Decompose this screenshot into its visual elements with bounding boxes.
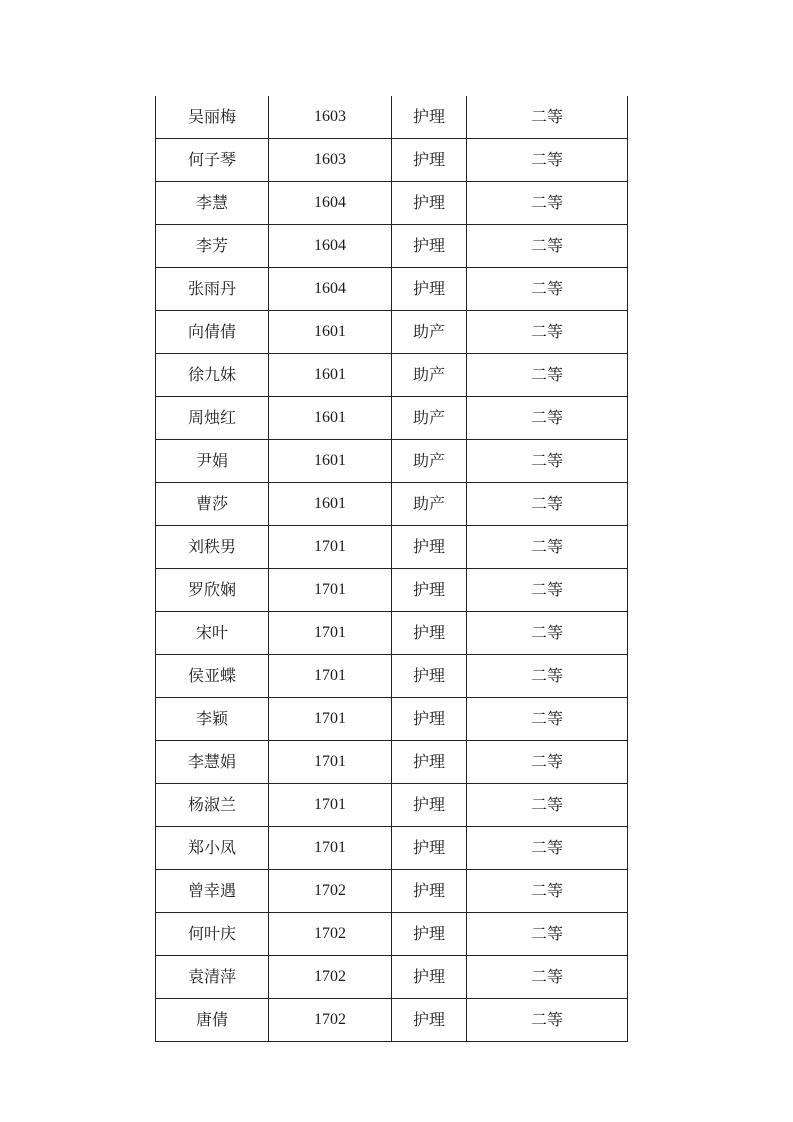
student-name-cell: 何叶庆 (156, 913, 269, 956)
major-cell: 助产 (392, 440, 467, 483)
award-grade-cell: 二等 (467, 784, 628, 827)
class-number-cell: 1604 (269, 268, 392, 311)
class-number-cell: 1601 (269, 397, 392, 440)
class-number-cell: 1701 (269, 526, 392, 569)
class-number-cell: 1702 (269, 870, 392, 913)
student-name-cell: 李慧娟 (156, 741, 269, 784)
award-grade-cell: 二等 (467, 698, 628, 741)
student-name-cell: 曹莎 (156, 483, 269, 526)
major-cell: 护理 (392, 784, 467, 827)
major-cell: 护理 (392, 655, 467, 698)
student-name-cell: 尹娟 (156, 440, 269, 483)
table-row (156, 784, 628, 827)
class-number-cell: 1603 (269, 139, 392, 182)
table-row (156, 999, 628, 1042)
major-cell: 护理 (392, 225, 467, 268)
award-grade-cell: 二等 (467, 569, 628, 612)
major-cell: 助产 (392, 311, 467, 354)
table-row (156, 913, 628, 956)
class-number-cell: 1604 (269, 225, 392, 268)
award-grade-cell: 二等 (467, 956, 628, 999)
class-number-cell: 1601 (269, 440, 392, 483)
class-number-cell: 1701 (269, 784, 392, 827)
table-row (156, 827, 628, 870)
student-name-cell: 袁清萍 (156, 956, 269, 999)
table-row (156, 526, 628, 569)
student-name-cell: 何子琴 (156, 139, 269, 182)
award-grade-cell: 二等 (467, 397, 628, 440)
table-row (156, 96, 628, 139)
table-row (156, 483, 628, 526)
award-roster-table (155, 96, 628, 1042)
award-grade-cell: 二等 (467, 483, 628, 526)
student-name-cell: 吴丽梅 (156, 96, 269, 139)
major-cell: 护理 (392, 870, 467, 913)
major-cell: 护理 (392, 612, 467, 655)
table-row (156, 311, 628, 354)
table-row (156, 956, 628, 999)
award-grade-cell: 二等 (467, 225, 628, 268)
table-row (156, 268, 628, 311)
table-row (156, 655, 628, 698)
major-cell: 护理 (392, 139, 467, 182)
major-cell: 助产 (392, 397, 467, 440)
major-cell: 护理 (392, 182, 467, 225)
major-cell: 护理 (392, 698, 467, 741)
student-name-cell: 徐九妹 (156, 354, 269, 397)
student-name-cell: 李芳 (156, 225, 269, 268)
student-name-cell: 宋叶 (156, 612, 269, 655)
class-number-cell: 1601 (269, 311, 392, 354)
class-number-cell: 1603 (269, 96, 392, 139)
class-number-cell: 1702 (269, 913, 392, 956)
class-number-cell: 1701 (269, 741, 392, 784)
major-cell: 助产 (392, 483, 467, 526)
table-row (156, 569, 628, 612)
award-grade-cell: 二等 (467, 999, 628, 1042)
award-grade-cell: 二等 (467, 96, 628, 139)
table-row (156, 139, 628, 182)
table-row (156, 698, 628, 741)
class-number-cell: 1702 (269, 999, 392, 1042)
major-cell: 护理 (392, 913, 467, 956)
student-name-cell: 曾幸遇 (156, 870, 269, 913)
major-cell: 护理 (392, 827, 467, 870)
class-number-cell: 1702 (269, 956, 392, 999)
award-grade-cell: 二等 (467, 440, 628, 483)
award-grade-cell: 二等 (467, 612, 628, 655)
major-cell: 护理 (392, 268, 467, 311)
table-row (156, 397, 628, 440)
class-number-cell: 1604 (269, 182, 392, 225)
class-number-cell: 1701 (269, 612, 392, 655)
student-name-cell: 唐倩 (156, 999, 269, 1042)
major-cell: 助产 (392, 354, 467, 397)
award-grade-cell: 二等 (467, 354, 628, 397)
class-number-cell: 1601 (269, 483, 392, 526)
award-grade-cell: 二等 (467, 268, 628, 311)
class-number-cell: 1701 (269, 655, 392, 698)
student-name-cell: 罗欣娴 (156, 569, 269, 612)
table-row (156, 870, 628, 913)
class-number-cell: 1601 (269, 354, 392, 397)
table-row (156, 612, 628, 655)
table-row (156, 225, 628, 268)
award-grade-cell: 二等 (467, 870, 628, 913)
major-cell: 护理 (392, 956, 467, 999)
table-row (156, 440, 628, 483)
award-grade-cell: 二等 (467, 311, 628, 354)
award-grade-cell: 二等 (467, 827, 628, 870)
class-number-cell: 1701 (269, 569, 392, 612)
student-name-cell: 向倩倩 (156, 311, 269, 354)
table-row (156, 741, 628, 784)
major-cell: 护理 (392, 526, 467, 569)
student-name-cell: 杨淑兰 (156, 784, 269, 827)
major-cell: 护理 (392, 741, 467, 784)
student-name-cell: 周烛红 (156, 397, 269, 440)
class-number-cell: 1701 (269, 698, 392, 741)
major-cell: 护理 (392, 999, 467, 1042)
major-cell: 护理 (392, 569, 467, 612)
award-grade-cell: 二等 (467, 655, 628, 698)
roster-table-body (156, 96, 628, 1042)
student-name-cell: 张雨丹 (156, 268, 269, 311)
major-cell: 护理 (392, 96, 467, 139)
award-grade-cell: 二等 (467, 741, 628, 784)
award-grade-cell: 二等 (467, 139, 628, 182)
award-grade-cell: 二等 (467, 182, 628, 225)
student-name-cell: 李颖 (156, 698, 269, 741)
table-row (156, 354, 628, 397)
class-number-cell: 1701 (269, 827, 392, 870)
table-row (156, 182, 628, 225)
award-grade-cell: 二等 (467, 913, 628, 956)
student-name-cell: 刘秩男 (156, 526, 269, 569)
student-name-cell: 侯亚蝶 (156, 655, 269, 698)
award-grade-cell: 二等 (467, 526, 628, 569)
student-name-cell: 郑小凤 (156, 827, 269, 870)
student-name-cell: 李慧 (156, 182, 269, 225)
